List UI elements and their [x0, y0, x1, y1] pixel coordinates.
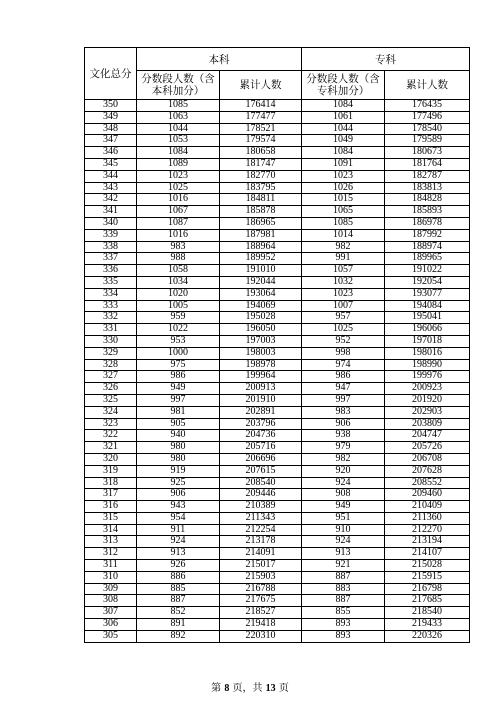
table-row [85, 560, 470, 572]
score-cell: 308 [85, 595, 137, 607]
zhuanke-count-cell: 974 [302, 359, 385, 371]
benke-cumulative-cell: 189952 [220, 253, 302, 265]
table-row [85, 206, 470, 218]
current-page-number: 8 [224, 683, 230, 694]
zhuanke-count-cell: 1014 [302, 229, 385, 241]
table-row [85, 100, 470, 112]
table-row [85, 347, 470, 359]
benke-cumulative-cell: 186965 [220, 217, 302, 229]
zhuanke-cumulative-cell: 217685 [385, 595, 470, 607]
zhuanke-count-cell: 982 [302, 241, 385, 253]
zhuanke-count-cell: 938 [302, 430, 385, 442]
zhuanke-cumulative-cell: 213194 [385, 536, 470, 548]
benke-cumulative-cell: 197003 [220, 335, 302, 347]
table-row [85, 630, 470, 642]
benke-count-cell: 892 [137, 630, 220, 642]
benke-count-cell: 997 [137, 394, 220, 406]
table-row [85, 371, 470, 383]
benke-cumulative-cell: 176414 [220, 100, 302, 112]
benke-count-cell: 1020 [137, 288, 220, 300]
benke-cumulative-cell: 204736 [220, 430, 302, 442]
zhuanke-cumulative-cell: 185893 [385, 206, 470, 218]
benke-cumulative-cell: 182770 [220, 170, 302, 182]
benke-count-cell: 1034 [137, 276, 220, 288]
benke-count-cell: 919 [137, 465, 220, 477]
benke-cumulative-cell: 185878 [220, 206, 302, 218]
score-cell: 315 [85, 512, 137, 524]
benke-count-cell: 988 [137, 253, 220, 265]
zhuanke-segment-count-header: 分数段人数（含专科加分） [302, 71, 385, 100]
score-cell: 333 [85, 300, 137, 312]
zhuanke-count-cell: 908 [302, 489, 385, 501]
zhuanke-cumulative-cell: 182787 [385, 170, 470, 182]
table-row [85, 312, 470, 324]
zhuanke-cumulative-cell: 220326 [385, 630, 470, 642]
score-distribution-table [84, 47, 470, 643]
score-cell: 336 [85, 265, 137, 277]
zhuanke-cumulative-cell: 214107 [385, 548, 470, 560]
score-cell: 316 [85, 501, 137, 513]
benke-count-cell: 1044 [137, 123, 220, 135]
table-row [85, 229, 470, 241]
zhuanke-cumulative-header: 累计人数 [385, 71, 470, 100]
zhuanke-cumulative-cell: 188974 [385, 241, 470, 253]
score-cell: 329 [85, 347, 137, 359]
benke-cumulative-cell: 205716 [220, 442, 302, 454]
zhuanke-cumulative-cell: 198016 [385, 347, 470, 359]
benke-count-cell: 1016 [137, 229, 220, 241]
benke-cumulative-cell: 193064 [220, 288, 302, 300]
table-row [85, 394, 470, 406]
zhuanke-count-cell: 855 [302, 607, 385, 619]
benke-count-cell: 906 [137, 489, 220, 501]
benke-count-cell: 905 [137, 418, 220, 430]
benke-segment-count-header: 分数段人数（含本科加分） [137, 71, 220, 100]
zhuanke-count-cell: 1057 [302, 265, 385, 277]
benke-count-cell: 891 [137, 619, 220, 631]
table-row [85, 359, 470, 371]
zhuanke-count-cell: 1007 [302, 300, 385, 312]
benke-cumulative-cell: 191010 [220, 265, 302, 277]
zhuanke-count-cell: 949 [302, 501, 385, 513]
zhuanke-cumulative-cell: 179589 [385, 135, 470, 147]
table-row [85, 276, 470, 288]
score-cell: 347 [85, 135, 137, 147]
zhuanke-cumulative-cell: 216798 [385, 583, 470, 595]
zhuanke-count-cell: 883 [302, 583, 385, 595]
zhuanke-cumulative-cell: 184828 [385, 194, 470, 206]
zhuanke-cumulative-cell: 219433 [385, 619, 470, 631]
benke-cumulative-cell: 214091 [220, 548, 302, 560]
table-row [85, 619, 470, 631]
table-row [85, 489, 470, 501]
zhuanke-cumulative-cell: 183813 [385, 182, 470, 194]
score-cell: 324 [85, 406, 137, 418]
zhuanke-cumulative-cell: 180673 [385, 147, 470, 159]
zhuanke-cumulative-cell: 177496 [385, 111, 470, 123]
benke-cumulative-cell: 209446 [220, 489, 302, 501]
score-column-header: 文化总分 [85, 48, 137, 100]
zhuanke-cumulative-cell: 195041 [385, 312, 470, 324]
benke-count-cell: 925 [137, 477, 220, 489]
benke-cumulative-cell: 184811 [220, 194, 302, 206]
benke-count-cell: 954 [137, 512, 220, 524]
zhuanke-count-cell: 1091 [302, 158, 385, 170]
benke-count-cell: 852 [137, 607, 220, 619]
table-row [85, 465, 470, 477]
zhuanke-count-cell: 986 [302, 371, 385, 383]
benke-cumulative-cell: 201910 [220, 394, 302, 406]
benke-cumulative-cell: 178521 [220, 123, 302, 135]
table-row [85, 595, 470, 607]
zhuanke-cumulative-cell: 204747 [385, 430, 470, 442]
benke-count-cell: 959 [137, 312, 220, 324]
zhuanke-count-cell: 893 [302, 630, 385, 642]
benke-count-cell: 1085 [137, 100, 220, 112]
score-cell: 337 [85, 253, 137, 265]
zhuanke-count-cell: 906 [302, 418, 385, 430]
score-cell: 326 [85, 383, 137, 395]
benke-cumulative-cell: 181747 [220, 158, 302, 170]
benke-count-cell: 943 [137, 501, 220, 513]
score-cell: 348 [85, 123, 137, 135]
zhuanke-count-cell: 998 [302, 347, 385, 359]
zhuanke-cumulative-cell: 187992 [385, 229, 470, 241]
zhuanke-cumulative-cell: 211360 [385, 512, 470, 524]
benke-cumulative-cell: 211343 [220, 512, 302, 524]
zhuanke-count-cell: 1023 [302, 170, 385, 182]
benke-count-cell: 953 [137, 335, 220, 347]
benke-cumulative-cell: 183795 [220, 182, 302, 194]
footer-middle: 页，共 [229, 683, 266, 694]
benke-count-cell: 983 [137, 241, 220, 253]
zhuanke-cumulative-cell: 191022 [385, 265, 470, 277]
zhuanke-count-cell: 947 [302, 383, 385, 395]
benke-cumulative-cell: 196050 [220, 324, 302, 336]
table-row [85, 571, 470, 583]
score-cell: 305 [85, 630, 137, 642]
benke-count-cell: 1016 [137, 194, 220, 206]
zhuanke-cumulative-cell: 176435 [385, 100, 470, 112]
score-cell: 345 [85, 158, 137, 170]
zhuanke-cumulative-cell: 209460 [385, 489, 470, 501]
score-cell: 346 [85, 147, 137, 159]
benke-count-cell: 1089 [137, 158, 220, 170]
benke-cumulative-cell: 207615 [220, 465, 302, 477]
zhuanke-cumulative-cell: 181764 [385, 158, 470, 170]
benke-count-cell: 913 [137, 548, 220, 560]
score-cell: 340 [85, 217, 137, 229]
score-cell: 313 [85, 536, 137, 548]
benke-cumulative-cell: 199964 [220, 371, 302, 383]
benke-count-cell: 885 [137, 583, 220, 595]
score-cell: 330 [85, 335, 137, 347]
benke-count-cell: 940 [137, 430, 220, 442]
table-row [85, 241, 470, 253]
score-cell: 342 [85, 194, 137, 206]
table-row [85, 182, 470, 194]
zhuanke-count-cell: 1049 [302, 135, 385, 147]
benke-cumulative-cell: 216788 [220, 583, 302, 595]
zhuanke-cumulative-cell: 198990 [385, 359, 470, 371]
benke-cumulative-cell: 208540 [220, 477, 302, 489]
zhuanke-cumulative-cell: 197018 [385, 335, 470, 347]
zhuanke-count-cell: 951 [302, 512, 385, 524]
score-cell: 306 [85, 619, 137, 631]
benke-cumulative-cell: 220310 [220, 630, 302, 642]
zhuanke-cumulative-cell: 193077 [385, 288, 470, 300]
score-cell: 335 [85, 276, 137, 288]
benke-count-cell: 886 [137, 571, 220, 583]
score-cell: 350 [85, 100, 137, 112]
score-cell: 332 [85, 312, 137, 324]
table-row [85, 453, 470, 465]
benke-cumulative-cell: 188964 [220, 241, 302, 253]
table-row [85, 442, 470, 454]
benke-count-cell: 1053 [137, 135, 220, 147]
zhuanke-count-cell: 1026 [302, 182, 385, 194]
zhuanke-count-cell: 1032 [302, 276, 385, 288]
zhuanke-cumulative-cell: 215915 [385, 571, 470, 583]
score-cell: 314 [85, 524, 137, 536]
score-cell: 317 [85, 489, 137, 501]
table-row [85, 300, 470, 312]
benke-count-cell: 981 [137, 406, 220, 418]
zhuanke-count-cell: 991 [302, 253, 385, 265]
zhuanke-count-cell: 1044 [302, 123, 385, 135]
score-cell: 328 [85, 359, 137, 371]
score-cell: 312 [85, 548, 137, 560]
table-row [85, 524, 470, 536]
zhuanke-cumulative-cell: 203809 [385, 418, 470, 430]
benke-cumulative-cell: 202891 [220, 406, 302, 418]
zhuanke-count-cell: 1084 [302, 147, 385, 159]
table-row [85, 583, 470, 595]
zhuanke-cumulative-cell: 208552 [385, 477, 470, 489]
zhuanke-count-cell: 952 [302, 335, 385, 347]
table-row [85, 430, 470, 442]
benke-count-cell: 1084 [137, 147, 220, 159]
zhuanke-count-cell: 910 [302, 524, 385, 536]
zhuanke-cumulative-cell: 207628 [385, 465, 470, 477]
zhuanke-count-cell: 924 [302, 477, 385, 489]
table-row [85, 501, 470, 513]
zhuanke-count-cell: 1065 [302, 206, 385, 218]
benke-count-cell: 949 [137, 383, 220, 395]
score-cell: 341 [85, 206, 137, 218]
benke-cumulative-cell: 213178 [220, 536, 302, 548]
benke-cumulative-cell: 215903 [220, 571, 302, 583]
benke-count-cell: 975 [137, 359, 220, 371]
benke-cumulative-cell: 187981 [220, 229, 302, 241]
score-cell: 338 [85, 241, 137, 253]
zhuanke-count-cell: 997 [302, 394, 385, 406]
zhuanke-cumulative-cell: 194084 [385, 300, 470, 312]
zhuanke-cumulative-cell: 199976 [385, 371, 470, 383]
zhuanke-header: 专科 [302, 48, 470, 71]
score-cell: 344 [85, 170, 137, 182]
benke-count-cell: 926 [137, 560, 220, 572]
table-row [85, 324, 470, 336]
table-row [85, 406, 470, 418]
table-row [85, 158, 470, 170]
benke-count-cell: 1005 [137, 300, 220, 312]
zhuanke-cumulative-cell: 201920 [385, 394, 470, 406]
zhuanke-cumulative-cell: 186978 [385, 217, 470, 229]
benke-cumulative-cell: 180658 [220, 147, 302, 159]
table-row [85, 253, 470, 265]
zhuanke-cumulative-cell: 196066 [385, 324, 470, 336]
benke-cumulative-cell: 218527 [220, 607, 302, 619]
table-row [85, 194, 470, 206]
table-row [85, 418, 470, 430]
table-row [85, 217, 470, 229]
zhuanke-count-cell: 1085 [302, 217, 385, 229]
zhuanke-count-cell: 957 [302, 312, 385, 324]
table-row [85, 265, 470, 277]
zhuanke-cumulative-cell: 202903 [385, 406, 470, 418]
table-row [85, 170, 470, 182]
benke-count-cell: 1025 [137, 182, 220, 194]
benke-cumulative-cell: 212254 [220, 524, 302, 536]
zhuanke-cumulative-cell: 192054 [385, 276, 470, 288]
footer-prefix: 第 [211, 683, 225, 694]
benke-count-cell: 1063 [137, 111, 220, 123]
benke-count-cell: 980 [137, 453, 220, 465]
score-cell: 349 [85, 111, 137, 123]
zhuanke-cumulative-cell: 210409 [385, 501, 470, 513]
benke-cumulative-cell: 206696 [220, 453, 302, 465]
score-cell: 319 [85, 465, 137, 477]
score-cell: 311 [85, 560, 137, 572]
benke-count-cell: 1067 [137, 206, 220, 218]
zhuanke-count-cell: 982 [302, 453, 385, 465]
benke-cumulative-cell: 195028 [220, 312, 302, 324]
zhuanke-count-cell: 983 [302, 406, 385, 418]
benke-count-cell: 980 [137, 442, 220, 454]
table-row [85, 335, 470, 347]
score-cell: 320 [85, 453, 137, 465]
benke-cumulative-cell: 210389 [220, 501, 302, 513]
table-row [85, 536, 470, 548]
benke-cumulative-cell: 192044 [220, 276, 302, 288]
benke-count-cell: 986 [137, 371, 220, 383]
benke-count-cell: 1022 [137, 324, 220, 336]
score-cell: 339 [85, 229, 137, 241]
score-cell: 343 [85, 182, 137, 194]
score-cell: 334 [85, 288, 137, 300]
table-row [85, 548, 470, 560]
benke-count-cell: 1087 [137, 217, 220, 229]
page-footer [0, 679, 500, 694]
benke-cumulative-cell: 198003 [220, 347, 302, 359]
table-body [85, 100, 470, 643]
score-cell: 327 [85, 371, 137, 383]
zhuanke-cumulative-cell: 206708 [385, 453, 470, 465]
total-page-count: 13 [265, 683, 276, 694]
zhuanke-count-cell: 1061 [302, 111, 385, 123]
zhuanke-count-cell: 920 [302, 465, 385, 477]
zhuanke-cumulative-cell: 178540 [385, 123, 470, 135]
benke-cumulative-cell: 200913 [220, 383, 302, 395]
benke-cumulative-cell: 215017 [220, 560, 302, 572]
zhuanke-count-cell: 893 [302, 619, 385, 631]
table-row [85, 288, 470, 300]
table-row [85, 111, 470, 123]
zhuanke-count-cell: 921 [302, 560, 385, 572]
benke-cumulative-cell: 177477 [220, 111, 302, 123]
zhuanke-count-cell: 1023 [302, 288, 385, 300]
score-cell: 318 [85, 477, 137, 489]
benke-cumulative-cell: 198978 [220, 359, 302, 371]
score-cell: 322 [85, 430, 137, 442]
zhuanke-count-cell: 1015 [302, 194, 385, 206]
zhuanke-count-cell: 1084 [302, 100, 385, 112]
benke-cumulative-cell: 217675 [220, 595, 302, 607]
zhuanke-cumulative-cell: 205726 [385, 442, 470, 454]
zhuanke-cumulative-cell: 189965 [385, 253, 470, 265]
benke-count-cell: 1023 [137, 170, 220, 182]
zhuanke-count-cell: 979 [302, 442, 385, 454]
benke-count-cell: 911 [137, 524, 220, 536]
benke-cumulative-cell: 179574 [220, 135, 302, 147]
score-cell: 325 [85, 394, 137, 406]
table-row [85, 123, 470, 135]
zhuanke-count-cell: 1025 [302, 324, 385, 336]
zhuanke-cumulative-cell: 218540 [385, 607, 470, 619]
benke-header: 本科 [137, 48, 302, 71]
benke-count-cell: 1000 [137, 347, 220, 359]
table-header [85, 48, 470, 100]
table-row [85, 477, 470, 489]
zhuanke-count-cell: 924 [302, 536, 385, 548]
footer-suffix: 页 [275, 683, 289, 694]
table-row [85, 135, 470, 147]
table-row [85, 383, 470, 395]
score-cell: 321 [85, 442, 137, 454]
benke-count-cell: 924 [137, 536, 220, 548]
zhuanke-cumulative-cell: 215028 [385, 560, 470, 572]
zhuanke-cumulative-cell: 200923 [385, 383, 470, 395]
table-row [85, 512, 470, 524]
table-row [85, 147, 470, 159]
zhuanke-count-cell: 887 [302, 571, 385, 583]
zhuanke-count-cell: 913 [302, 548, 385, 560]
benke-cumulative-header: 累计人数 [220, 71, 302, 100]
zhuanke-count-cell: 887 [302, 595, 385, 607]
score-cell: 309 [85, 583, 137, 595]
score-cell: 307 [85, 607, 137, 619]
score-cell: 323 [85, 418, 137, 430]
zhuanke-cumulative-cell: 212270 [385, 524, 470, 536]
table-row [85, 607, 470, 619]
benke-cumulative-cell: 203796 [220, 418, 302, 430]
benke-count-cell: 887 [137, 595, 220, 607]
benke-cumulative-cell: 219418 [220, 619, 302, 631]
score-cell: 310 [85, 571, 137, 583]
benke-cumulative-cell: 194069 [220, 300, 302, 312]
benke-count-cell: 1058 [137, 265, 220, 277]
score-cell: 331 [85, 324, 137, 336]
